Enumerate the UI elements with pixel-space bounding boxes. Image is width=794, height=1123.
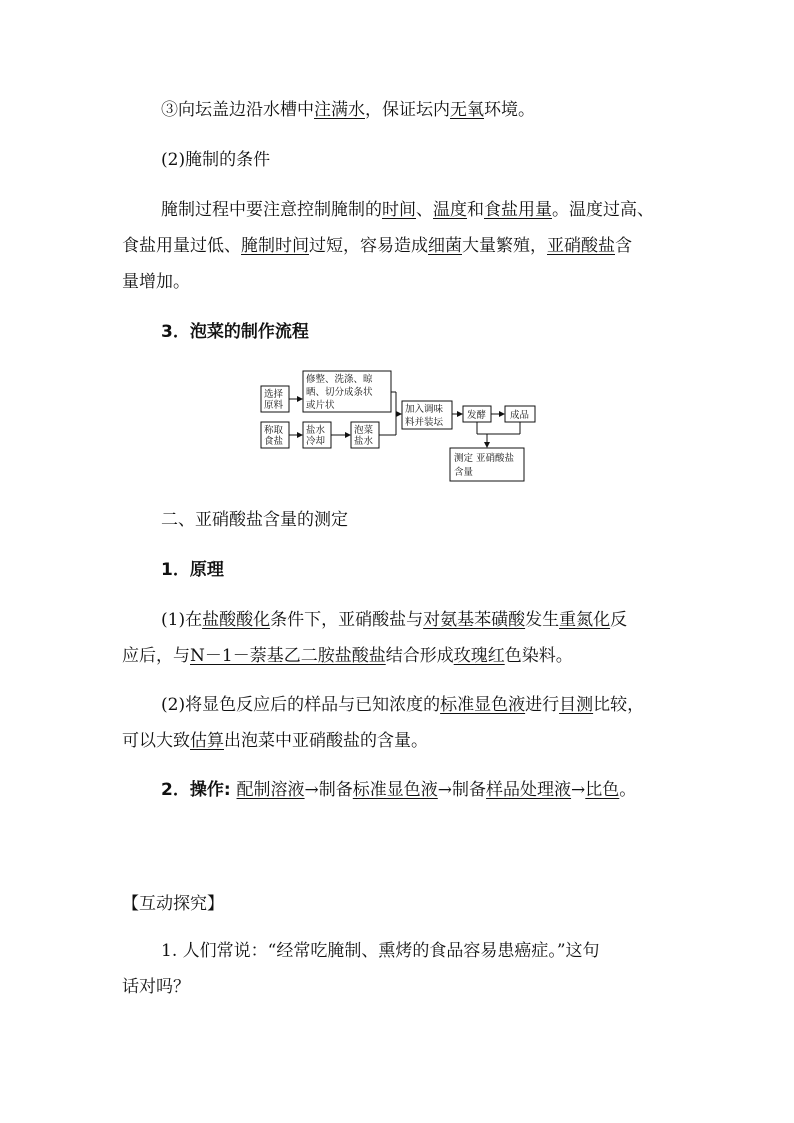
- text: 可以大致: [122, 731, 190, 751]
- text: 。: [619, 780, 637, 800]
- flow-label: 加入调味: [405, 404, 444, 415]
- text: 反: [610, 610, 628, 630]
- paragraph-conditions-line1: [161, 199, 654, 221]
- key-term: 亚硝酸盐: [547, 236, 615, 256]
- text: 含: [615, 236, 632, 256]
- text: 食盐用量过低、: [122, 236, 241, 256]
- text: 比较，: [593, 695, 645, 715]
- text: ，保证坛内: [365, 100, 450, 120]
- key-term: 对氨基苯磺酸: [423, 610, 526, 630]
- interactive-title: 【互动探究】: [122, 894, 224, 914]
- key-term: 比色: [585, 780, 620, 800]
- text: 发生: [525, 610, 560, 630]
- text: (1)在: [161, 610, 203, 630]
- text: 大量繁殖，: [462, 236, 547, 256]
- key-term: 温度: [433, 200, 467, 220]
- text: 、: [416, 200, 433, 220]
- key-term: 盐酸酸化: [202, 610, 271, 630]
- text: 和: [467, 200, 484, 220]
- paragraph-seal: [161, 99, 535, 121]
- key-term: 注满水: [314, 100, 365, 120]
- text: 条件下，亚硝酸盐与: [270, 610, 424, 630]
- key-term: 无氧: [450, 100, 484, 120]
- text: →制备: [437, 780, 487, 800]
- key-term: 标准显色液: [440, 695, 526, 715]
- flow-label: 成品: [510, 410, 530, 421]
- flow-label: 原料: [264, 400, 284, 411]
- key-term: N－1－萘基乙二胺盐酸盐: [190, 646, 386, 666]
- question-1-line2: 话对吗？: [122, 977, 190, 997]
- paragraph-conditions-line3: 量增加。: [122, 272, 190, 292]
- flow-label: 泡菜: [354, 425, 374, 436]
- principle-2-line2: [122, 730, 428, 752]
- flow-label: 晒、切分成条状: [306, 387, 373, 398]
- key-term: 食盐用量: [484, 200, 552, 220]
- key-term: 目测: [559, 695, 594, 715]
- key-term: 估算: [190, 731, 224, 751]
- flow-label: 或片状: [306, 400, 335, 411]
- flow-label: 含量: [454, 467, 474, 478]
- flow-label: 称取: [264, 425, 284, 436]
- text: →制备: [304, 780, 353, 800]
- key-term: 玫瑰红: [453, 646, 505, 666]
- text: 出泡菜中亚硝酸盐的含量。: [224, 731, 428, 751]
- text: ③向坛盖边沿水槽中: [161, 100, 314, 120]
- section-title-flow: 3．泡菜的制作流程: [161, 322, 309, 342]
- text: 2．操作:: [161, 780, 237, 800]
- key-term: 标准显色液: [352, 780, 438, 800]
- flow-label: 选择: [264, 389, 284, 400]
- text: 过短，容易造成: [309, 236, 428, 256]
- key-term: 配制溶液: [236, 780, 305, 800]
- text: 色染料。: [504, 646, 573, 666]
- subheading-conditions: (2)腌制的条件: [161, 150, 271, 170]
- key-term: 时间: [382, 200, 416, 220]
- key-term: 重氮化: [559, 610, 611, 630]
- text: →: [571, 780, 586, 800]
- key-term: 细菌: [428, 236, 462, 256]
- key-term: 样品处理液: [486, 780, 572, 800]
- flow-label: 盐水: [306, 425, 326, 436]
- flow-label: 修整、洗涤、晾: [306, 374, 373, 385]
- principle-title: 1．原理: [161, 560, 224, 580]
- text: 腌制过程中要注意控制腌制的: [161, 200, 382, 220]
- flowchart: [258, 368, 538, 486]
- text: 。温度过高、: [552, 200, 654, 220]
- paragraph-conditions-line2: [122, 235, 632, 257]
- operation-line: [161, 779, 636, 801]
- part2-title: 二、亚硝酸盐含量的测定: [161, 510, 348, 530]
- text: 应后，与: [122, 646, 190, 666]
- principle-2-line1: [161, 694, 644, 716]
- flow-label: 料并装坛: [405, 417, 444, 428]
- text: (2)将显色反应后的样品与已知浓度的: [161, 695, 441, 715]
- flow-label: 冷却: [306, 436, 326, 447]
- question-1-line1: 1. 人们常说：“经常吃腌制、熏烤的食品容易患癌症。”这句: [161, 941, 600, 961]
- principle-1-line2: [122, 645, 573, 667]
- flow-label: 盐水: [354, 436, 374, 447]
- flow-label: 测定 亚硝酸盐: [454, 453, 515, 464]
- principle-1-line1: [161, 609, 627, 631]
- text: 结合形成: [385, 646, 454, 666]
- key-term: 腌制时间: [241, 236, 309, 256]
- flow-label: 食盐: [264, 436, 284, 447]
- text: 进行: [525, 695, 560, 715]
- flow-label: 发酵: [467, 410, 487, 421]
- text: 环境。: [484, 100, 535, 120]
